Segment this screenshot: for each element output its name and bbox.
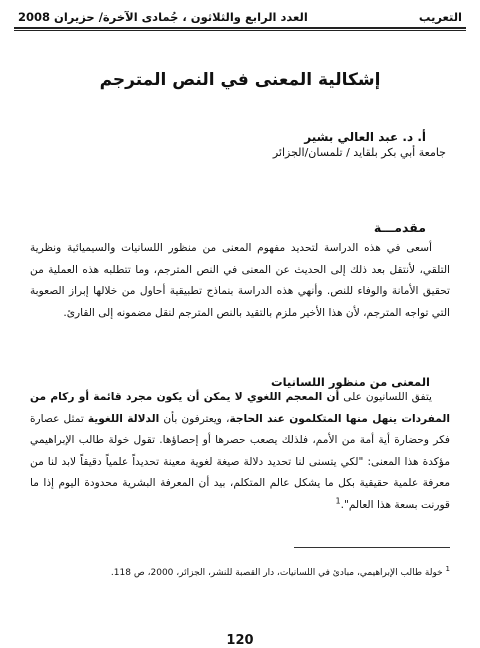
footnote — [30, 562, 450, 580]
footnote-reference[interactable]: 1 — [335, 495, 341, 505]
ling-text-bold: أن المعجم اللغوي لا يمكن أن يكون مجرد قائمة أو ركام من المفردات ينهل منها المتكلمون عند الحاجة — [30, 391, 450, 425]
journal-name: التعريب — [418, 10, 462, 24]
ling-text-start: يتفق اللسانيون على — [339, 391, 432, 403]
author-block — [272, 129, 446, 161]
footnote-rule — [294, 547, 450, 548]
issue-info: العدد الرابع والثلاثون ، جُمادى الآخرة/ حزيران 2008 — [18, 10, 308, 24]
section-heading-intro: مقدمـــة — [373, 220, 426, 235]
intro-paragraph: أسعى في هذه الدراسة لتحديد مفهوم المعنى من منظور اللسانيات والسيميائية ونظرية التلقي، لأنتقل بعد ذلك إلى الحديث عن المعنى في النص المترجم، وما تتطلبه هذه العملية من تحقيق الأمانة والوفاء للنص. وأنهي هذه الدراسة بنماذج تطبيقية أحاول من خلالها إبراز الصعوبة التي تواجه المترجم، لأن هذا الأخير ملزم بالتقيد بالنص المترجم لنقل مضمونه إلى القارئ. — [30, 242, 450, 319]
linguistics-paragraph — [30, 387, 450, 516]
running-header — [18, 10, 462, 24]
page-number: 120 — [226, 633, 254, 648]
article-title: إشكالية المعنى في النص المترجم — [99, 70, 381, 90]
header-rule — [14, 27, 466, 31]
author-affiliation: جامعة أبي بكر بلقايد / تلمسان/الجزائر — [272, 146, 446, 159]
footnote-number: 1 — [445, 565, 450, 573]
footnote-text: خولة طالب الإبراهيمي، مبادئ في اللسانيات، دار القصبة للنشر، الجزائر، 2000، ص 118. — [110, 568, 443, 578]
author-name: أ. د. عبد العالي بشير — [304, 130, 426, 144]
section-heading-linguistics: المعنى من منظور اللسانيات — [271, 375, 430, 389]
ling-text-mid: ، ويعترفون بأن — [159, 412, 230, 425]
linguistics-body — [30, 387, 450, 516]
ling-text-bold2: الدلالة اللغوية — [87, 412, 160, 425]
intro-body — [30, 238, 450, 324]
ling-text-end: تمثل عصارة فكر وحضارة أية أمة من الأمم، فلذلك يصعب حصرها أو إحصاؤها. تقول خولة طالب الإبراهيمي مؤكدة هذا المعنى: "لكي يتسنى لنا تحديد دلالة صيغة لغوية معينة تحديداً علمياً دقيقاً لابد لنا من معرفة علمية حقيقية بكل ما يشكل عالم المتكلم، بيد أن المعرفة البشرية محدودة اليوم إذا ما قورنت بسعة هذا العالم". — [30, 412, 450, 511]
